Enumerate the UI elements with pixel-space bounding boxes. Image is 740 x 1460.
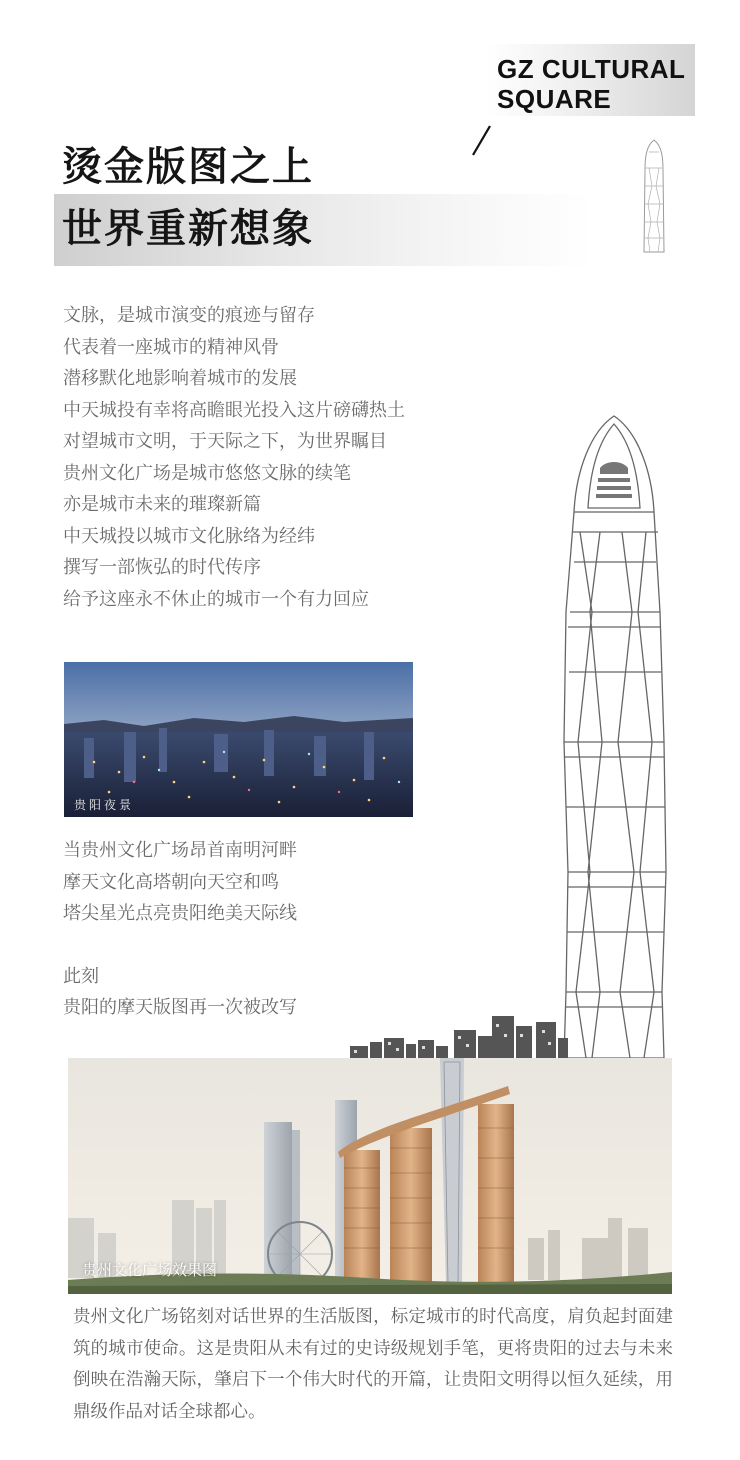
intro-line: 亦是城市未来的璀璨新篇 — [63, 494, 261, 515]
intro-line: 贵州文化广场是城市悠悠文脉的续笔 — [63, 462, 351, 484]
poem-line: 摩天文化高塔朝向天空和鸣 — [63, 871, 279, 893]
intro-line: 中天城投有幸将高瞻眼光投入这片磅礴热土 — [63, 399, 405, 421]
mini-tower-icon — [640, 138, 668, 254]
tower-line-drawing — [560, 412, 670, 1062]
intro-line: 潜移默化地影响着城市的发展 — [63, 368, 297, 389]
night-photo-caption: 贵阳夜景 — [74, 798, 135, 812]
night-city-photo — [64, 662, 413, 817]
closing-paragraph — [73, 1302, 673, 1428]
intro-line: 给予这座永不休止的城市一个有力回应 — [63, 588, 369, 610]
headline-line-1: 烫金版图之上 — [62, 144, 314, 190]
headline-line-2: 世界重新想象 — [62, 206, 314, 252]
intro-line: 文脉，是城市演变的痕迹与留存 — [63, 305, 315, 326]
night-city-image — [64, 662, 413, 817]
render-photo-caption: 贵州文化广场效果图 — [82, 1261, 218, 1279]
poem-moment-line: 贵阳的摩天版图再一次被改写 — [63, 997, 297, 1018]
render-photo — [68, 1058, 672, 1294]
intro-line: 中天城投以城市文化脉络为经纬 — [63, 525, 315, 547]
intro-line: 代表着一座城市的精神风骨 — [63, 336, 279, 358]
headline-band — [54, 194, 594, 266]
poem-text — [63, 835, 533, 1024]
brand-box — [487, 44, 695, 116]
poem-moment-line: 此刻 — [63, 965, 99, 987]
poem-gap — [63, 930, 533, 961]
headline — [54, 140, 594, 266]
poem-line: 当贵州文化广场昂首南明河畔 — [63, 840, 297, 861]
poem-line: 塔尖星光点亮贵阳绝美天际线 — [63, 903, 297, 924]
intro-line: 对望城市文明，于天际之下，为世界瞩目 — [63, 431, 387, 452]
intro-line: 撰写一部恢弘的时代传序 — [63, 557, 261, 578]
brand-line-1: GZ CULTURAL — [497, 54, 686, 84]
brand-line-2: SQUARE — [497, 84, 612, 114]
intro-text — [63, 300, 533, 615]
closing-text: 贵州文化广场铭刻对话世界的生活版图，标定城市的时代高度，肩负起封面建筑的城市使命。这是贵阳从未有过的史诗级规划手笔，更将贵阳的过去与未来倒映在浩瀚天际，肇启下一个伟大时代的开篇，让贵阳文明得以恒久延续，用鼎级作品对话全球都心。 — [73, 1307, 673, 1422]
